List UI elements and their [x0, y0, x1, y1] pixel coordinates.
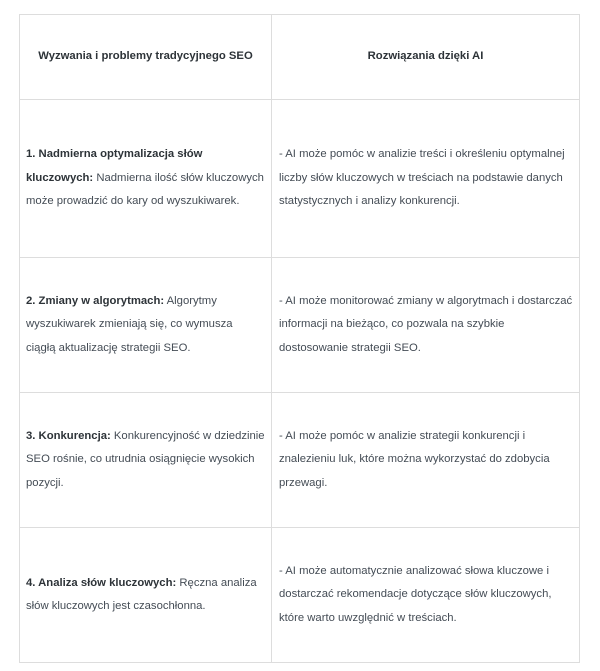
- challenge-text: Nadmierna ilość słów kluczowych może prowadzić do kary od wyszukiwarek.: [26, 171, 264, 208]
- solution-cell: - AI może pomóc w analizie treści i określeniu optymalnej liczby słów kluczowych w treściach na podstawie danych statystycznych i analizy konkurencji.: [272, 100, 580, 258]
- header-ai-solutions: Rozwiązania dzięki AI: [272, 15, 580, 100]
- table-row: [20, 528, 580, 663]
- challenge-cell: [20, 100, 272, 258]
- challenge-title: 3. Konkurencja:: [26, 429, 111, 442]
- challenge-text: Konkurencyjność w dziedzinie SEO rośnie, co utrudnia osiągnięcie wysokich pozycji.: [26, 429, 265, 489]
- table-header-row: [20, 15, 580, 100]
- challenge-text: Algorytmy wyszukiwarek zmieniają się, co wymusza ciągłą aktualizację strategii SEO.: [26, 294, 233, 354]
- table-row: [20, 393, 580, 528]
- seo-comparison-table: [19, 14, 580, 663]
- challenge-cell: [20, 528, 272, 663]
- challenge-cell: [20, 393, 272, 528]
- table-row: [20, 258, 580, 393]
- challenge-text: Ręczna analiza słów kluczowych jest czasochłonna.: [26, 576, 257, 612]
- table-row: [20, 100, 580, 258]
- seo-comparison-table-wrapper: [19, 14, 579, 663]
- solution-cell: - AI może automatycznie analizować słowa kluczowe i dostarczać rekomendacje dotyczące słów kluczowych, które warto uwzględnić w treściach.: [272, 528, 580, 663]
- challenge-title: 4. Analiza słów kluczowych:: [26, 576, 177, 589]
- solution-cell: - AI może monitorować zmiany w algorytmach i dostarczać informacji na bieżąco, co pozwala na szybkie dostosowanie strategii SEO.: [272, 258, 580, 393]
- challenge-cell: [20, 258, 272, 393]
- challenge-title: 1. Nadmierna optymalizacja słów kluczowych:: [26, 148, 203, 184]
- header-challenges: Wyzwania i problemy tradycyjnego SEO: [20, 15, 272, 100]
- solution-cell: - AI może pomóc w analizie strategii konkurencji i znalezieniu luk, które można wykorzystać do zdobycia przewagi.: [272, 393, 580, 528]
- challenge-title: 2. Zmiany w algorytmach:: [26, 294, 165, 307]
